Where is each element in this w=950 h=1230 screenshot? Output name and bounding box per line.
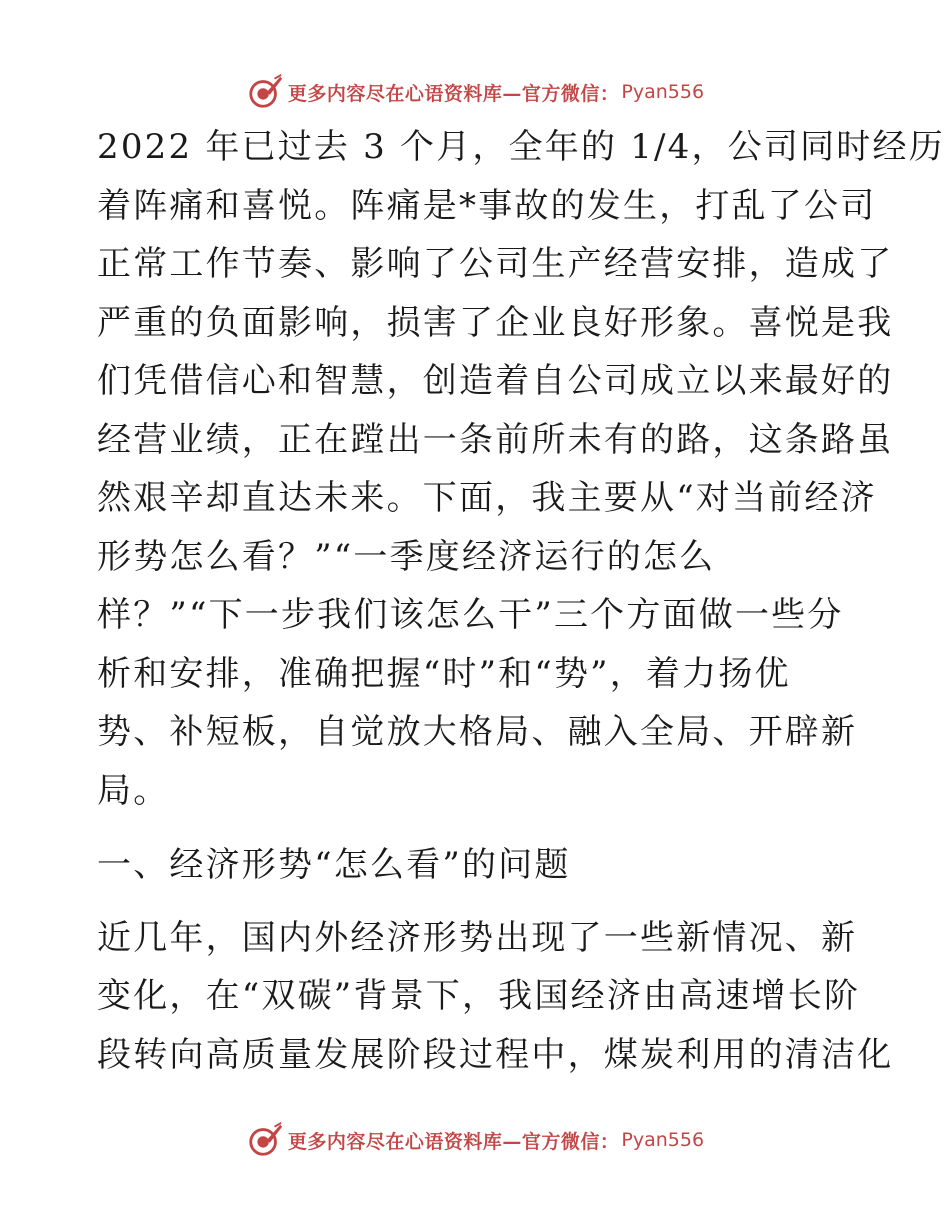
banner-wechat-id: Pyan556 — [621, 81, 705, 103]
text-line: 近几年，国内外经济形势出现了一些新情况、新 — [97, 917, 858, 958]
text-line: 势、补短板，自觉放大格局、融入全局、开辟新 — [97, 712, 858, 752]
text-line: 形势怎么看？”“一季度经济运行的怎么 — [97, 536, 716, 577]
text-line: 们凭借信心和智慧，创造着自公司成立以来最好的 — [97, 361, 894, 401]
paragraph-section-one — [97, 909, 894, 1085]
text-line: 严重的负面影响，损害了企业良好形象。喜悦是我 — [97, 302, 894, 343]
text-line: 变化，在“双碳”背景下，我国经济由高速增长阶 — [97, 976, 861, 1016]
text-line: 局。 — [97, 770, 170, 811]
text-line: 析和安排，准确把握“时”和“势”，着力扬优 — [97, 653, 791, 694]
text-line: 2022 年已过去 3 个月，全年的 1/4，公司同时经历 — [97, 127, 945, 167]
footer-watermark-banner — [0, 1118, 950, 1162]
text-line: 正常工作节奏、影响了公司生产经营安排，造成了 — [97, 244, 894, 284]
paragraph-intro — [97, 118, 945, 820]
red-quill-circle-logo-icon — [246, 1121, 284, 1159]
banner-text: 更多内容尽在心语资料库—官方微信： — [287, 82, 620, 105]
text-line: 样？”“下一步我们该怎么干”三个方面做一些分 — [97, 595, 844, 635]
red-quill-circle-logo-icon — [246, 73, 284, 111]
banner-text: 更多内容尽在心语资料库—官方微信： — [287, 1130, 620, 1153]
section-heading: 一、经济形势“怎么看”的问题 — [97, 845, 571, 885]
header-watermark-banner — [0, 70, 950, 114]
text-line: 然艰辛却直达未来。下面，我主要从“对当前经济 — [97, 478, 877, 518]
text-line: 经营业绩，正在蹚出一条前所未有的路，这条路虽 — [97, 419, 894, 460]
text-line: 着阵痛和喜悦。阵痛是*事故的发生，打乱了公司 — [97, 185, 877, 226]
document-body — [97, 118, 945, 1084]
text-line: 段转向高质量发展阶段过程中，煤炭利用的清洁化 — [97, 1034, 894, 1075]
banner-wechat-id: Pyan556 — [621, 1129, 705, 1151]
